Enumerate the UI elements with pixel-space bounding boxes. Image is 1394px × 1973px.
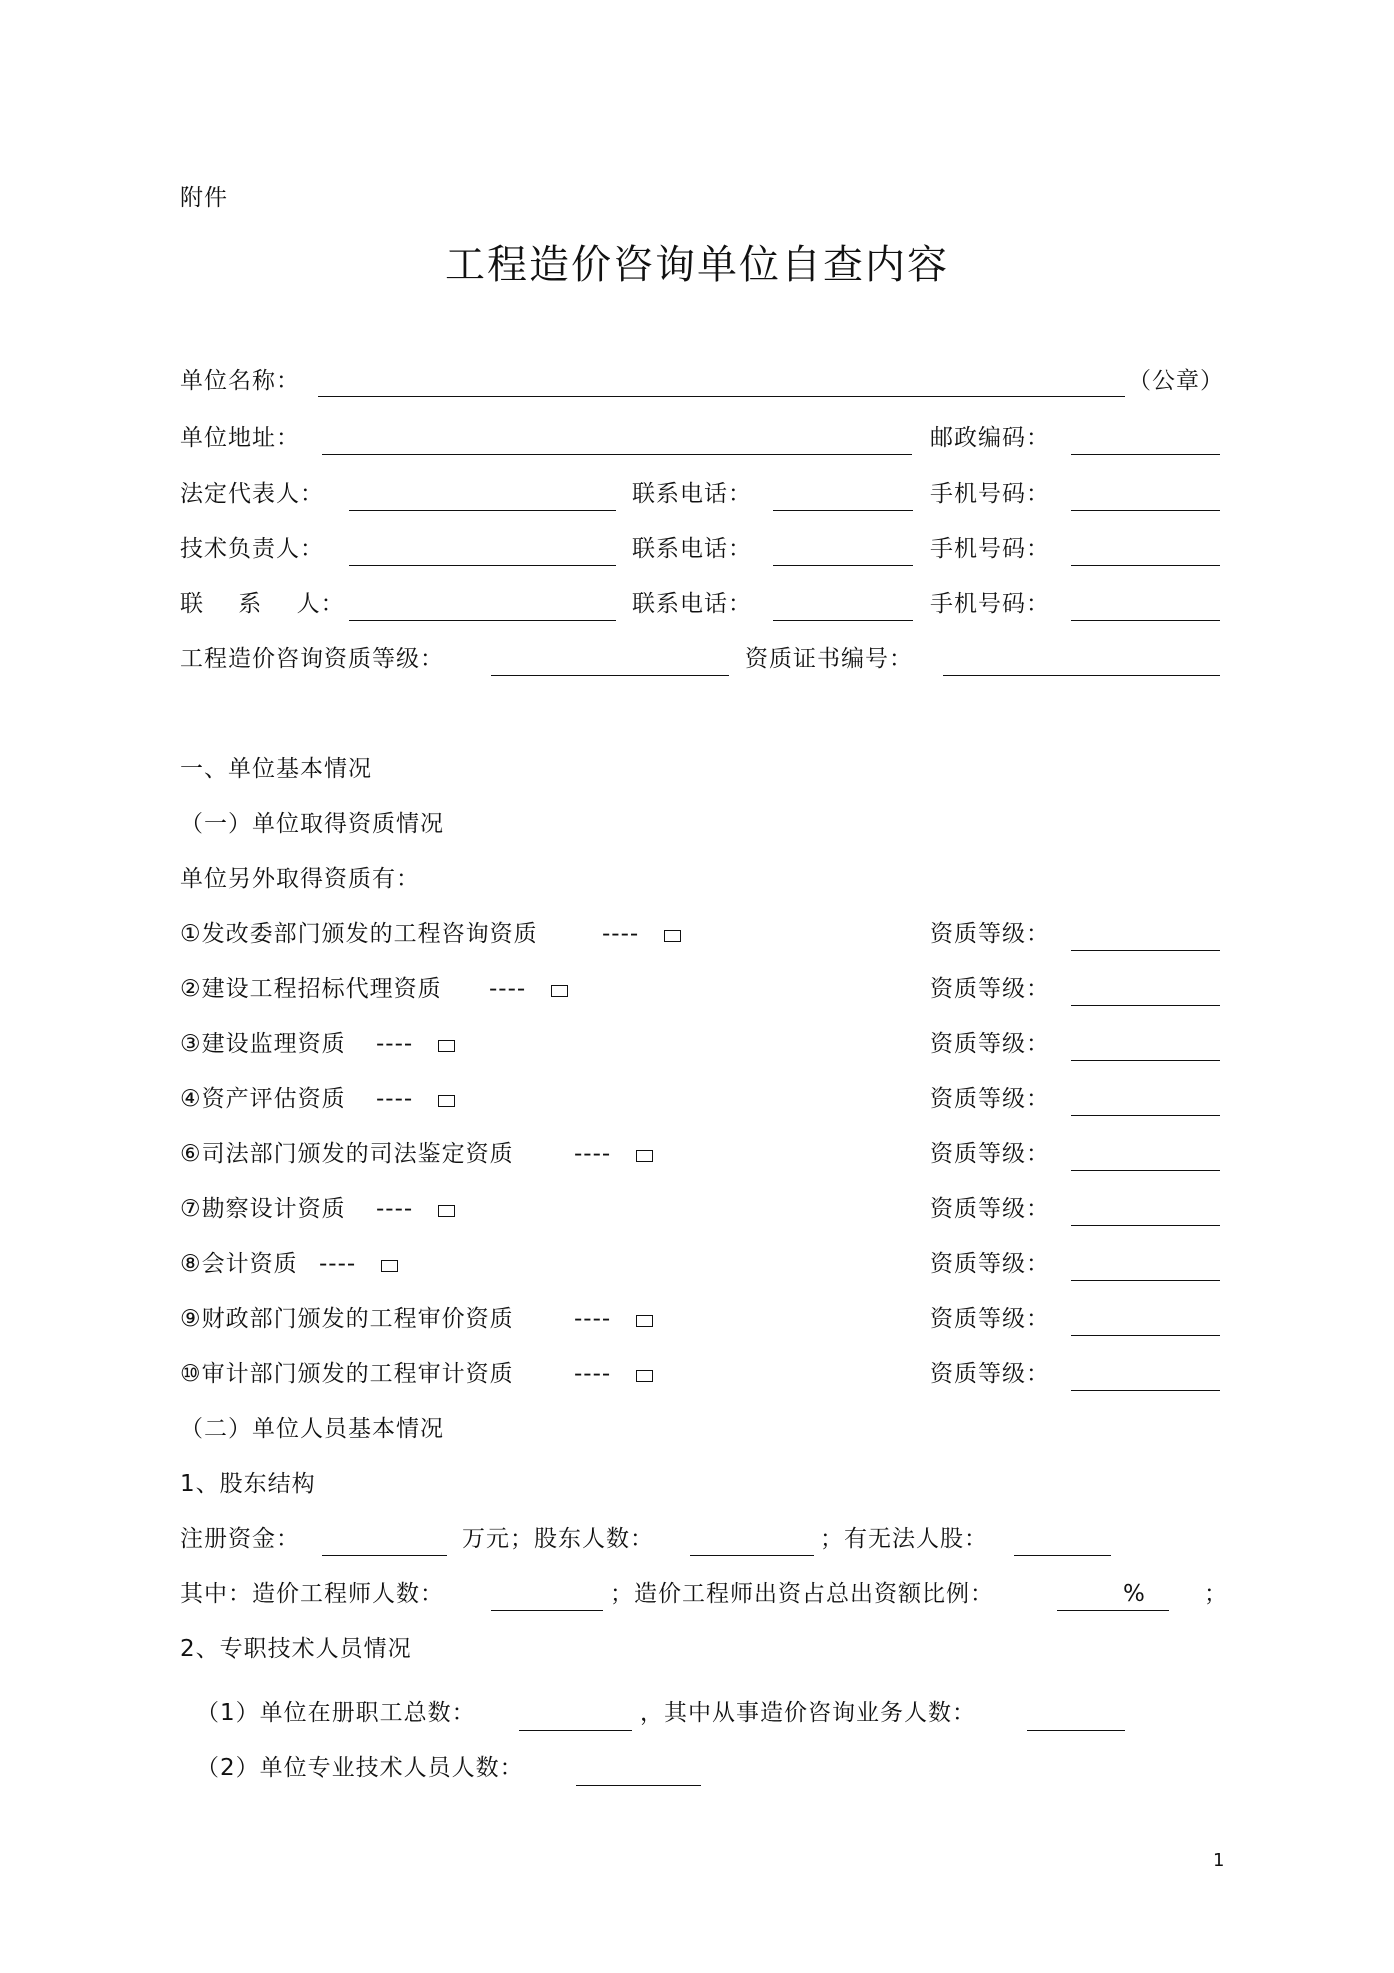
qual-grade-field[interactable] (1071, 1115, 1220, 1116)
line-end-semicolon: ； (1204, 1581, 1228, 1607)
qual-dash: ---- (376, 1031, 414, 1057)
engineers-count-label: 其中：造价工程师人数： (180, 1581, 444, 1607)
qual-checkbox[interactable] (636, 1315, 653, 1327)
unit-name-field[interactable] (318, 396, 1125, 397)
shareholders-heading: 1、股东结构 (180, 1471, 316, 1497)
reg-capital-label: 注册资金： (180, 1526, 300, 1552)
contact-label: 联 系 人： (180, 591, 345, 617)
legal-person-share-label: ；有无法人股： (820, 1526, 988, 1552)
page-title: 工程造价咨询单位自查内容 (445, 242, 949, 288)
qual-item: ⑨财政部门颁发的工程审价资质 (180, 1306, 514, 1332)
qual-grade-field[interactable] (1071, 1225, 1220, 1226)
contact-field[interactable] (349, 620, 616, 621)
shareholder-count-field[interactable] (690, 1555, 814, 1556)
qual-level-field[interactable] (491, 675, 729, 676)
qual-dash: ---- (489, 976, 527, 1002)
qual-grade-field[interactable] (1071, 950, 1220, 951)
tech-staff-field[interactable] (576, 1785, 701, 1786)
qual-grade-label: 资质等级： (930, 921, 1050, 947)
percent-sign: % (1123, 1581, 1146, 1607)
qual-grade-label: 资质等级： (930, 1196, 1050, 1222)
tech-lead-phone-label: 联系电话： (632, 536, 752, 562)
unit-name-label: 单位名称： (180, 368, 300, 394)
qual-grade-field[interactable] (1071, 1280, 1220, 1281)
consulting-staff-field[interactable] (1027, 1730, 1125, 1731)
qual-item: ④资产评估资质 (180, 1086, 346, 1112)
section-heading: 一、单位基本情况 (180, 756, 372, 782)
attachment-label: 附件 (180, 185, 228, 211)
tech-lead-field[interactable] (349, 565, 616, 566)
contact-phone-field[interactable] (773, 620, 913, 621)
qual-checkbox[interactable] (438, 1205, 455, 1217)
legal-rep-label: 法定代表人： (180, 481, 324, 507)
qual-dash: ---- (574, 1361, 612, 1387)
qual-checkbox[interactable] (438, 1040, 455, 1052)
postcode-field[interactable] (1071, 454, 1220, 455)
qual-item: ①发改委部门颁发的工程咨询资质 (180, 921, 538, 947)
legal-rep-phone-label: 联系电话： (632, 481, 752, 507)
shareholder-count-label: 万元；股东人数： (462, 1526, 654, 1552)
legal-rep-phone-field[interactable] (773, 510, 913, 511)
qual-item: ⑩审计部门颁发的工程审计资质 (180, 1361, 514, 1387)
qual-grade-field[interactable] (1071, 1005, 1220, 1006)
qual-dash: ---- (319, 1251, 357, 1277)
qual-item: ③建设监理资质 (180, 1031, 346, 1057)
unit-address-label: 单位地址： (180, 425, 300, 451)
qual-grade-field[interactable] (1071, 1390, 1220, 1391)
tech-lead-label: 技术负责人： (180, 536, 324, 562)
subsection-heading-1: （一）单位取得资质情况 (180, 811, 444, 837)
consulting-staff-label: ，其中从事造价咨询业务人数： (640, 1700, 976, 1726)
tech-lead-phone-field[interactable] (773, 565, 913, 566)
reg-capital-field[interactable] (322, 1555, 447, 1556)
legal-rep-field[interactable] (349, 510, 616, 511)
qual-grade-label: 资质等级： (930, 1031, 1050, 1057)
engineers-ratio-label: ；造价工程师出资占总出资额比例： (610, 1581, 994, 1607)
tech-lead-mobile-field[interactable] (1071, 565, 1220, 566)
tech-lead-mobile-label: 手机号码： (930, 536, 1050, 562)
engineers-count-field[interactable] (491, 1610, 603, 1611)
qual-item: ②建设工程招标代理资质 (180, 976, 442, 1002)
qual-grade-label: 资质等级： (930, 1251, 1050, 1277)
qual-dash: ---- (376, 1196, 414, 1222)
qual-dash: ---- (602, 921, 640, 947)
legal-rep-mobile-label: 手机号码： (930, 481, 1050, 507)
qual-grade-label: 资质等级： (930, 1141, 1050, 1167)
unit-address-field[interactable] (322, 454, 912, 455)
qual-grade-field[interactable] (1071, 1170, 1220, 1171)
staff-total-label: （1）单位在册职工总数： (196, 1700, 476, 1726)
postcode-label: 邮政编码： (930, 425, 1050, 451)
qual-checkbox[interactable] (636, 1370, 653, 1382)
legal-rep-mobile-field[interactable] (1071, 510, 1220, 511)
page-number: 1 (1213, 1850, 1225, 1871)
qual-grade-label: 资质等级： (930, 1306, 1050, 1332)
contact-phone-label: 联系电话： (632, 591, 752, 617)
qual-grade-label: 资质等级： (930, 976, 1050, 1002)
legal-person-share-field[interactable] (1014, 1555, 1111, 1556)
other-quals-label: 单位另外取得资质有： (180, 866, 420, 892)
qual-dash: ---- (376, 1086, 414, 1112)
cert-no-field[interactable] (943, 675, 1220, 676)
qual-grade-field[interactable] (1071, 1060, 1220, 1061)
qual-dash: ---- (574, 1141, 612, 1167)
cert-no-label: 资质证书编号： (745, 646, 913, 672)
qual-checkbox[interactable] (381, 1260, 398, 1272)
qual-item: ⑥司法部门颁发的司法鉴定资质 (180, 1141, 514, 1167)
seal-label: （公章） (1128, 368, 1224, 394)
contact-mobile-field[interactable] (1071, 620, 1220, 621)
qual-dash: ---- (574, 1306, 612, 1332)
qual-grade-label: 资质等级： (930, 1361, 1050, 1387)
contact-mobile-label: 手机号码： (930, 591, 1050, 617)
qual-item: ⑦勘察设计资质 (180, 1196, 346, 1222)
qual-checkbox[interactable] (438, 1095, 455, 1107)
qual-item: ⑧会计资质 (180, 1251, 298, 1277)
qual-grade-label: 资质等级： (930, 1086, 1050, 1112)
staff-total-field[interactable] (519, 1730, 632, 1731)
engineers-ratio-field[interactable] (1057, 1610, 1169, 1611)
qual-grade-field[interactable] (1071, 1335, 1220, 1336)
staff-heading: 2、专职技术人员情况 (180, 1636, 412, 1662)
qual-checkbox[interactable] (551, 985, 568, 997)
qual-checkbox[interactable] (636, 1150, 653, 1162)
tech-staff-label: （2）单位专业技术人员人数： (196, 1755, 524, 1781)
qual-checkbox[interactable] (664, 930, 681, 942)
subsection-heading-2: （二）单位人员基本情况 (180, 1416, 444, 1442)
qual-level-label: 工程造价咨询资质等级： (180, 646, 444, 672)
